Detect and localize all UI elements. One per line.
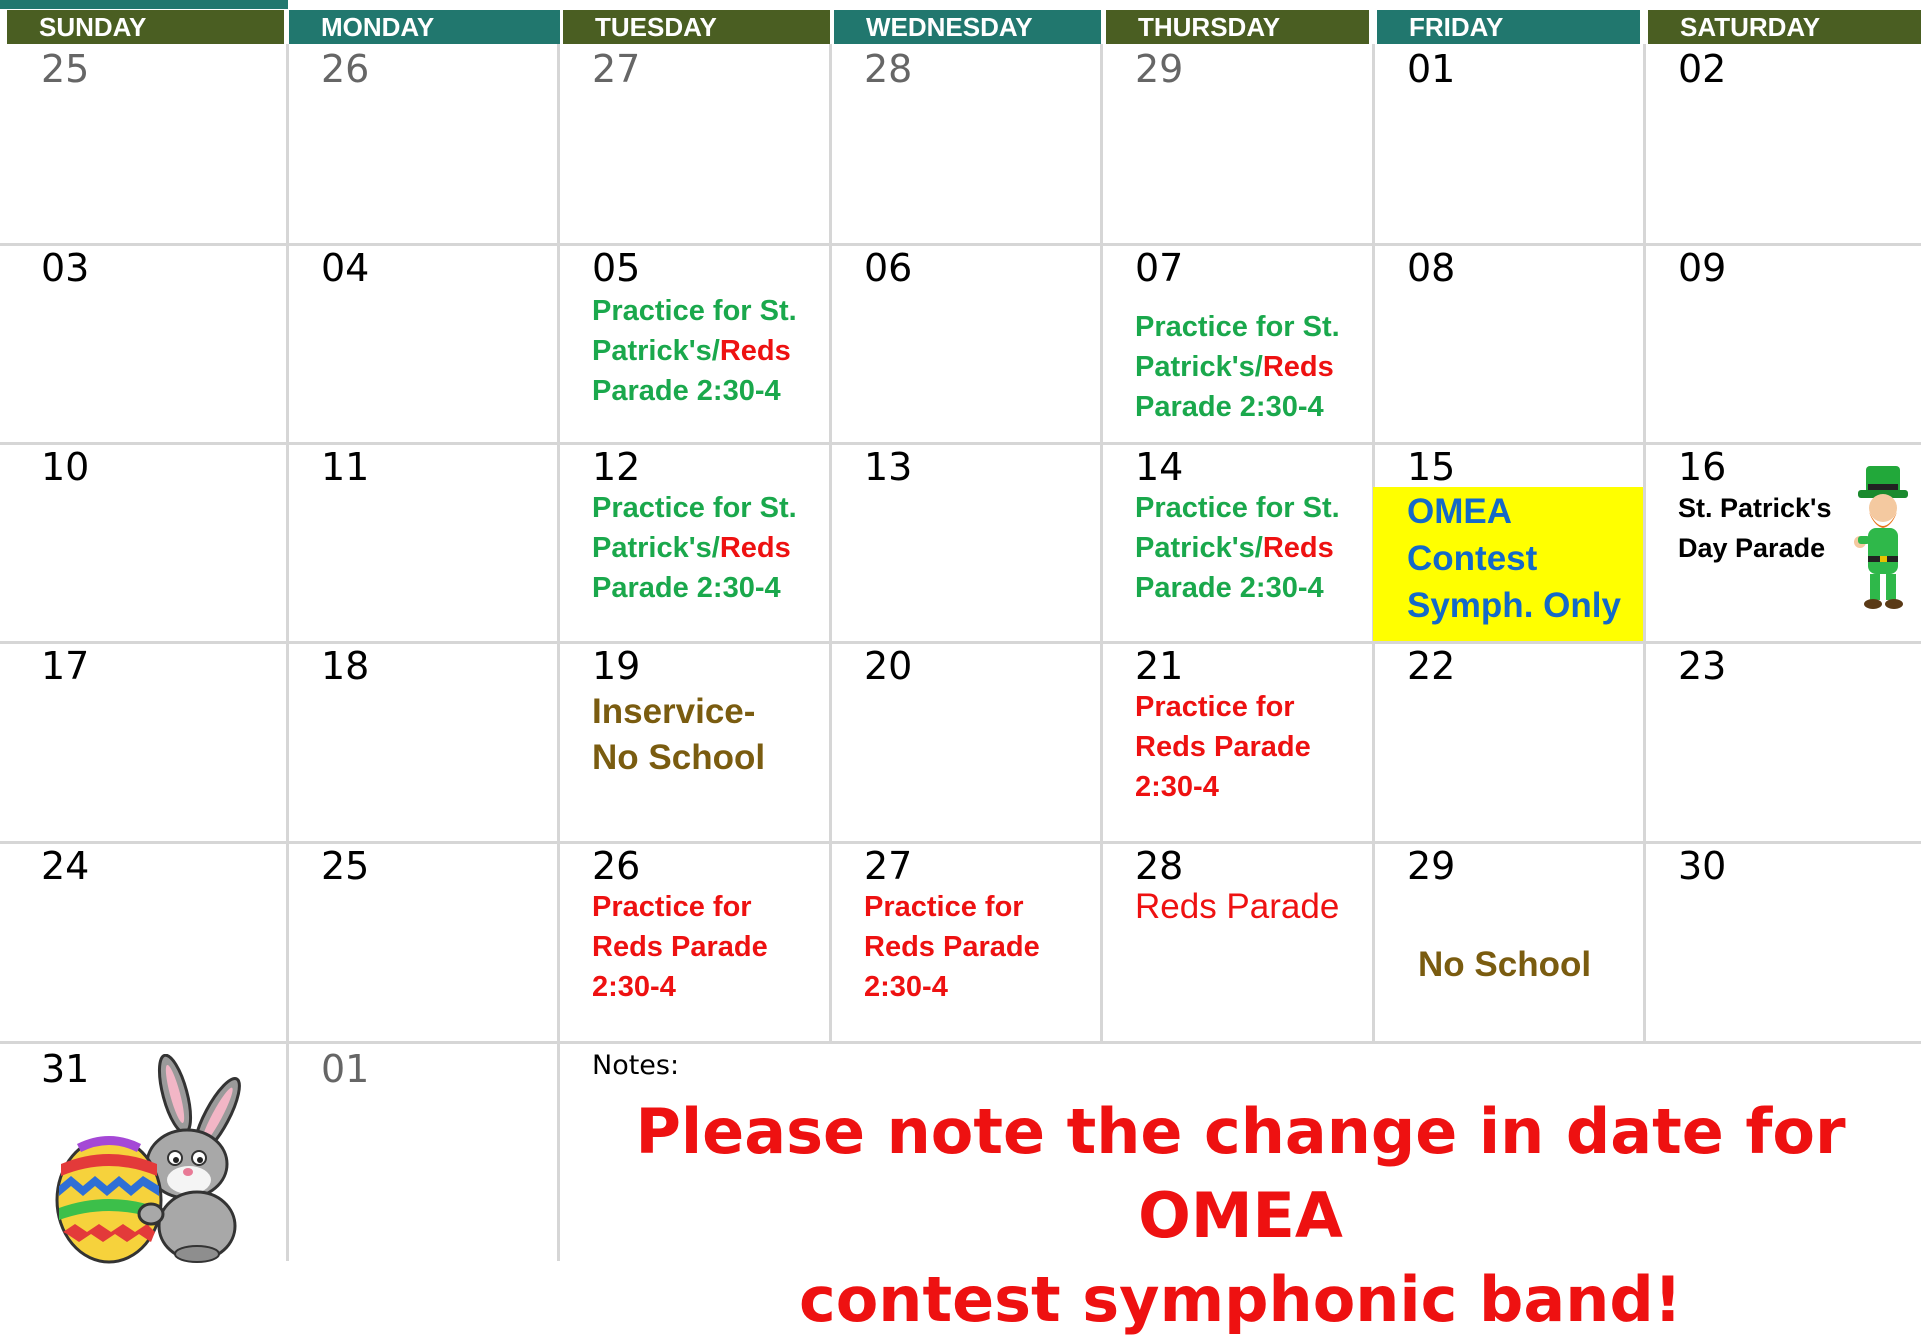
day-number: 27 <box>592 47 641 91</box>
event-stpatricks-parade[interactable] <box>1678 488 1858 568</box>
event-practice-stpatricks[interactable] <box>1135 488 1340 608</box>
event-line: Practice for <box>864 891 1024 923</box>
day-cell[interactable] <box>830 44 1100 243</box>
day-cell[interactable] <box>287 841 557 1041</box>
day-cell[interactable] <box>558 442 829 641</box>
day-number: 07 <box>1135 246 1184 290</box>
event-line: Contest <box>1407 539 1538 578</box>
event-practice-stpatricks[interactable] <box>592 488 797 608</box>
day-cell[interactable] <box>1101 641 1372 841</box>
day-cell[interactable] <box>1644 841 1921 1041</box>
day-cell[interactable] <box>830 841 1100 1041</box>
weekday-header-saturday: SATURDAY <box>1648 10 1921 44</box>
event-line: Practice for <box>1135 691 1295 723</box>
event-line: Day Parade <box>1678 533 1826 563</box>
event-line: Reds Parade <box>864 931 1040 963</box>
weekday-header-friday: FRIDAY <box>1377 10 1640 44</box>
event-text-red: Reds <box>719 532 791 564</box>
day-cell[interactable] <box>1373 442 1643 641</box>
event-line: 2:30-4 <box>592 971 676 1003</box>
event-line <box>1135 528 1340 568</box>
event-text: Patrick's/ <box>1135 351 1263 383</box>
day-cell[interactable] <box>287 1044 557 1261</box>
event-line: OMEA <box>1407 492 1512 531</box>
day-number: 18 <box>321 644 370 688</box>
notes-line: Please note the change in date for OMEA <box>635 1095 1846 1252</box>
day-number: 01 <box>321 1047 370 1091</box>
day-number: 04 <box>321 246 370 290</box>
event-line: Practice for St. <box>1135 311 1340 343</box>
day-cell[interactable] <box>287 243 557 442</box>
day-number: 23 <box>1678 644 1727 688</box>
event-text: Patrick's/ <box>592 532 720 564</box>
day-number: 26 <box>592 844 641 888</box>
event-line: Parade 2:30-4 <box>592 375 781 407</box>
top-accent-bar <box>0 0 288 9</box>
event-line: Practice for <box>592 891 752 923</box>
day-number: 19 <box>592 644 641 688</box>
day-cell[interactable] <box>1644 243 1921 442</box>
event-practice-reds[interactable] <box>864 887 1040 1007</box>
day-number: 14 <box>1135 445 1184 489</box>
day-number: 29 <box>1135 47 1184 91</box>
day-cell[interactable] <box>558 44 829 243</box>
day-cell[interactable] <box>1644 44 1921 243</box>
day-number: 08 <box>1407 246 1456 290</box>
day-number: 17 <box>41 644 90 688</box>
event-line: Inservice- <box>592 692 756 731</box>
event-line: 2:30-4 <box>1135 771 1219 803</box>
day-cell[interactable] <box>1373 243 1643 442</box>
event-no-school[interactable]: No School <box>1418 945 1592 984</box>
event-reds-parade[interactable]: Reds Parade <box>1135 887 1340 926</box>
event-line: 2:30-4 <box>864 971 948 1003</box>
day-cell[interactable] <box>558 841 829 1041</box>
day-cell[interactable] <box>7 841 286 1041</box>
event-text: Patrick's/ <box>592 335 720 367</box>
leprechaun-icon <box>1852 456 1918 616</box>
notes-message <box>560 1090 1921 1342</box>
event-text-red: Reds <box>1262 532 1334 564</box>
day-cell[interactable] <box>1101 841 1372 1041</box>
weekday-header-thursday: THURSDAY <box>1106 10 1369 44</box>
event-text-red: Reds <box>1262 351 1334 383</box>
event-practice-stpatricks[interactable] <box>592 291 797 411</box>
day-number: 28 <box>864 47 913 91</box>
event-line: No School <box>592 738 766 777</box>
day-cell[interactable] <box>287 442 557 641</box>
event-line: Practice for St. <box>1135 492 1340 524</box>
day-number: 29 <box>1407 844 1456 888</box>
event-line: St. Patrick's <box>1678 493 1832 523</box>
day-cell[interactable] <box>830 243 1100 442</box>
event-line: Reds Parade <box>1135 731 1311 763</box>
day-number: 12 <box>592 445 641 489</box>
weekday-header-wednesday: WEDNESDAY <box>834 10 1101 44</box>
day-number: 25 <box>321 844 370 888</box>
day-number: 25 <box>41 47 90 91</box>
day-number: 27 <box>864 844 913 888</box>
day-number: 24 <box>41 844 90 888</box>
day-cell[interactable] <box>7 44 286 243</box>
event-line: Parade 2:30-4 <box>592 572 781 604</box>
event-line: Reds Parade <box>592 931 768 963</box>
day-cell[interactable] <box>558 243 829 442</box>
day-cell[interactable] <box>1373 44 1643 243</box>
day-number: 09 <box>1678 246 1727 290</box>
event-line <box>592 331 797 371</box>
day-number: 21 <box>1135 644 1184 688</box>
weekday-header-tuesday: TUESDAY <box>563 10 830 44</box>
day-number: 02 <box>1678 47 1727 91</box>
day-cell[interactable] <box>287 641 557 841</box>
event-line: Practice for St. <box>592 492 797 524</box>
event-line <box>592 528 797 568</box>
event-practice-reds[interactable] <box>592 887 768 1007</box>
notes-label: Notes: <box>592 1050 680 1081</box>
day-cell[interactable] <box>1101 44 1372 243</box>
day-number: 06 <box>864 246 913 290</box>
day-number: 10 <box>41 445 90 489</box>
notes-line: contest symphonic band! <box>798 1263 1683 1336</box>
event-line <box>1135 347 1340 387</box>
event-practice-stpatricks[interactable] <box>1135 307 1340 427</box>
day-number: 05 <box>592 246 641 290</box>
day-number: 22 <box>1407 644 1456 688</box>
event-text-red: Reds <box>719 335 791 367</box>
event-omea-contest[interactable] <box>1407 488 1621 629</box>
day-cell[interactable] <box>7 641 286 841</box>
day-cell[interactable] <box>7 1044 286 1261</box>
event-inservice[interactable] <box>592 689 765 781</box>
day-cell[interactable] <box>558 641 829 841</box>
day-number: 11 <box>321 445 370 489</box>
day-cell[interactable] <box>830 442 1100 641</box>
event-line: Parade 2:30-4 <box>1135 572 1324 604</box>
day-cell[interactable] <box>1373 641 1643 841</box>
day-cell[interactable] <box>7 243 286 442</box>
event-line: Practice for St. <box>592 295 797 327</box>
day-cell[interactable] <box>830 641 1100 841</box>
easter-bunny-icon <box>47 1054 272 1264</box>
day-cell[interactable] <box>1101 243 1372 442</box>
day-number: 13 <box>864 445 913 489</box>
event-line: Parade 2:30-4 <box>1135 391 1324 423</box>
day-cell[interactable] <box>1101 442 1372 641</box>
event-text: Patrick's/ <box>1135 532 1263 564</box>
day-number: 01 <box>1407 47 1456 91</box>
day-cell[interactable] <box>1644 442 1921 641</box>
day-cell[interactable] <box>1644 641 1921 841</box>
weekday-header-sunday: SUNDAY <box>7 10 284 44</box>
day-cell[interactable] <box>287 44 557 243</box>
day-number: 31 <box>41 1047 90 1091</box>
day-cell[interactable] <box>7 442 286 641</box>
event-line: Symph. Only <box>1407 586 1621 625</box>
weekday-header-monday: MONDAY <box>289 10 560 44</box>
day-number: 03 <box>41 246 90 290</box>
event-practice-reds[interactable] <box>1135 687 1311 807</box>
day-number: 16 <box>1678 445 1727 489</box>
day-number: 28 <box>1135 844 1184 888</box>
day-number: 26 <box>321 47 370 91</box>
day-number: 30 <box>1678 844 1727 888</box>
day-cell[interactable] <box>1373 841 1643 1041</box>
day-number: 15 <box>1407 445 1456 489</box>
day-number: 20 <box>864 644 913 688</box>
